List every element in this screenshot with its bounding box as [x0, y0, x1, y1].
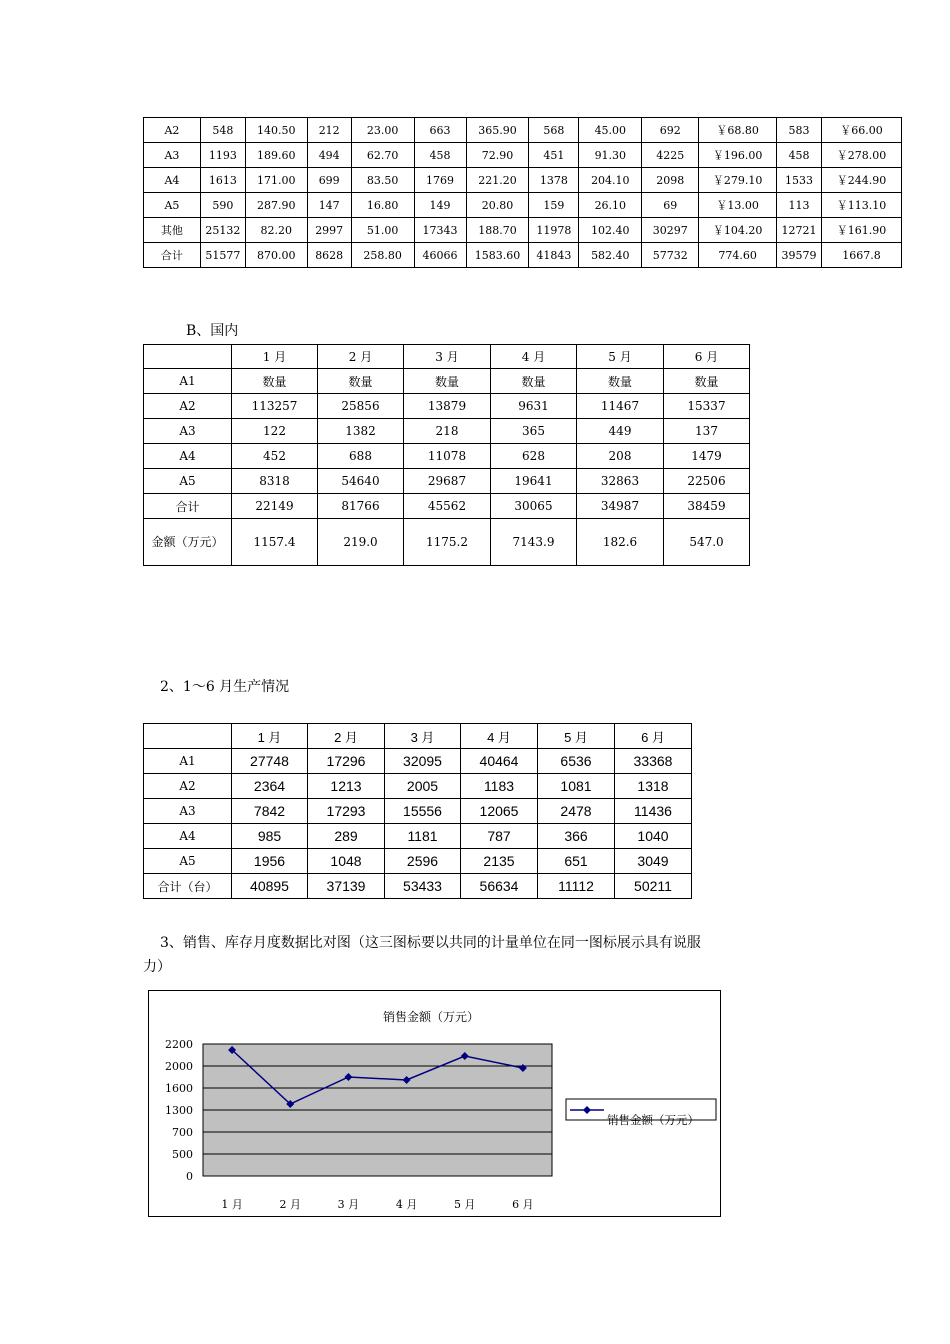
table-cell: 365 [491, 419, 577, 444]
table-cell: 189.60 [245, 143, 307, 168]
table-cell: 数量 [232, 369, 318, 394]
table-cell: 62.70 [351, 143, 414, 168]
comparison-heading-line2: 力） [143, 959, 171, 975]
table-cell: 1318 [615, 774, 692, 799]
table-cell: 11978 [529, 218, 579, 243]
table-row [144, 369, 750, 394]
table-cell: 69 [642, 193, 699, 218]
export-table-continued [143, 117, 902, 268]
table-cell: 287.90 [245, 193, 307, 218]
table-cell: 53433 [385, 874, 461, 899]
month-header: 5 月 [577, 345, 664, 369]
table-cell: 289 [308, 824, 385, 849]
table-cell: 1533 [777, 168, 822, 193]
table-cell: 82.20 [245, 218, 307, 243]
table-cell: 12065 [461, 799, 538, 824]
table-cell: 2005 [385, 774, 461, 799]
table-cell: 72.90 [466, 143, 529, 168]
table-cell: 25856 [318, 394, 404, 419]
table-cell: 7842 [232, 799, 308, 824]
table-cell: 15337 [664, 394, 750, 419]
month-header: 6 月 [615, 724, 692, 749]
table-cell: 2364 [232, 774, 308, 799]
table-cell: 51.00 [351, 218, 414, 243]
corner-cell [144, 724, 232, 749]
table-cell: 40464 [461, 749, 538, 774]
table-cell: 583 [777, 118, 822, 143]
table-cell: 1193 [200, 143, 245, 168]
table-cell: 1479 [664, 444, 750, 469]
table-cell: 1378 [529, 168, 579, 193]
table-cell: 366 [538, 824, 615, 849]
table-row [144, 218, 902, 243]
row-label: A4 [144, 168, 201, 193]
table-cell: 37139 [308, 874, 385, 899]
legend-label: 销售金额（万元） [607, 1113, 699, 1127]
table-cell: 11078 [404, 444, 491, 469]
table-cell: 458 [414, 143, 466, 168]
row-label: A3 [144, 143, 201, 168]
table-cell: 81766 [318, 494, 404, 519]
table-cell: 1769 [414, 168, 466, 193]
table-row [144, 494, 750, 519]
row-label: 合计（台） [144, 874, 232, 899]
table-cell: 147 [307, 193, 351, 218]
y-tick-label: 2000 [165, 1060, 193, 1073]
table-row [144, 168, 902, 193]
table-cell: 182.6 [577, 519, 664, 566]
table-cell: 83.50 [351, 168, 414, 193]
table-cell: 8628 [307, 243, 351, 268]
table-cell: 32863 [577, 469, 664, 494]
table-cell: 985 [232, 824, 308, 849]
y-tick-label: 700 [172, 1126, 193, 1139]
x-tick-label: 3 月 [337, 1198, 360, 1211]
y-tick-label: 1300 [165, 1104, 193, 1117]
table-cell: 数量 [404, 369, 491, 394]
table-cell: 547.0 [664, 519, 750, 566]
table-cell: 57732 [642, 243, 699, 268]
table-cell: 1081 [538, 774, 615, 799]
table-cell: 582.40 [579, 243, 642, 268]
table-cell: 4225 [642, 143, 699, 168]
table-cell: 27748 [232, 749, 308, 774]
y-tick-label: 1600 [165, 1082, 193, 1095]
table-cell: 774.60 [699, 243, 777, 268]
table-cell: 29687 [404, 469, 491, 494]
table-cell: 1667.8 [822, 243, 902, 268]
table-cell: 45562 [404, 494, 491, 519]
row-label: A1 [144, 369, 232, 394]
x-tick-label: 6 月 [512, 1198, 534, 1211]
table-cell: ￥196.00 [699, 143, 777, 168]
table-cell: 8318 [232, 469, 318, 494]
row-label: 合计 [144, 243, 201, 268]
table-row [144, 193, 902, 218]
month-header: 1 月 [232, 345, 318, 369]
table-cell: 56634 [461, 874, 538, 899]
table-row [144, 774, 692, 799]
month-header: 6 月 [664, 345, 750, 369]
table-cell: 33368 [615, 749, 692, 774]
table-cell: 568 [529, 118, 579, 143]
table-cell: 17296 [308, 749, 385, 774]
y-tick-label: 2200 [165, 1038, 193, 1051]
table-cell: 590 [200, 193, 245, 218]
month-header: 4 月 [491, 345, 577, 369]
month-header: 3 月 [385, 724, 461, 749]
table-cell: 1040 [615, 824, 692, 849]
table-cell: 6536 [538, 749, 615, 774]
table-cell: 204.10 [579, 168, 642, 193]
table-cell: 449 [577, 419, 664, 444]
row-label: A4 [144, 824, 232, 849]
table-cell: 692 [642, 118, 699, 143]
table-cell: 208 [577, 444, 664, 469]
row-label: A2 [144, 394, 232, 419]
table-cell: 1175.2 [404, 519, 491, 566]
table-cell: 22506 [664, 469, 750, 494]
month-header: 2 月 [318, 345, 404, 369]
table-cell: 54640 [318, 469, 404, 494]
table-row [144, 118, 902, 143]
table-cell: 40895 [232, 874, 308, 899]
table-cell: 13879 [404, 394, 491, 419]
table-cell: 452 [232, 444, 318, 469]
table-cell: 663 [414, 118, 466, 143]
table-row [144, 243, 902, 268]
table-cell: 3049 [615, 849, 692, 874]
table-cell: 41843 [529, 243, 579, 268]
table-cell: 870.00 [245, 243, 307, 268]
table-cell: 787 [461, 824, 538, 849]
table-cell: 11467 [577, 394, 664, 419]
comparison-heading-line1: 3、销售、库存月度数据比对图（这三图标要以共同的计量单位在同一图标展示具有说服 [160, 935, 701, 951]
table-cell: ￥66.00 [822, 118, 902, 143]
table-cell: 212 [307, 118, 351, 143]
table-cell: 19641 [491, 469, 577, 494]
table-cell: 149 [414, 193, 466, 218]
table-cell: 30297 [642, 218, 699, 243]
table-cell: 38459 [664, 494, 750, 519]
table-row [144, 874, 692, 899]
y-tick-label: 0 [186, 1170, 193, 1183]
table-cell: 651 [538, 849, 615, 874]
table-cell: 159 [529, 193, 579, 218]
table-cell: 2478 [538, 799, 615, 824]
table-cell: 7143.9 [491, 519, 577, 566]
table-cell: ￥161.90 [822, 218, 902, 243]
table-cell: ￥244.90 [822, 168, 902, 193]
table-cell: 688 [318, 444, 404, 469]
table-cell: 11436 [615, 799, 692, 824]
table-cell: 25132 [200, 218, 245, 243]
table-cell: ￥104.20 [699, 218, 777, 243]
sales-amount-chart [148, 990, 721, 1217]
table-header-row [144, 345, 750, 369]
domestic-sales-table [143, 344, 750, 566]
table-cell: ￥113.10 [822, 193, 902, 218]
chart-title: 销售金额（万元） [382, 1010, 480, 1024]
table-cell: 32095 [385, 749, 461, 774]
table-cell: 1048 [308, 849, 385, 874]
table-cell: 699 [307, 168, 351, 193]
month-header: 5 月 [538, 724, 615, 749]
row-label: A5 [144, 193, 201, 218]
table-cell: 122 [232, 419, 318, 444]
table-cell: 1583.60 [466, 243, 529, 268]
table-cell: 219.0 [318, 519, 404, 566]
table-row [144, 444, 750, 469]
month-header: 1 月 [232, 724, 308, 749]
table-cell: 45.00 [579, 118, 642, 143]
table-cell: 16.80 [351, 193, 414, 218]
row-label: A5 [144, 469, 232, 494]
table-cell: 22149 [232, 494, 318, 519]
table-row [144, 419, 750, 444]
table-cell: ￥279.10 [699, 168, 777, 193]
table-cell: 1213 [308, 774, 385, 799]
table-cell: 494 [307, 143, 351, 168]
row-label: A5 [144, 849, 232, 874]
table-cell: 258.80 [351, 243, 414, 268]
table-cell: 451 [529, 143, 579, 168]
table-row [144, 824, 692, 849]
table-row [144, 394, 750, 419]
row-label: 合计 [144, 494, 232, 519]
table-cell: 30065 [491, 494, 577, 519]
table-cell: 数量 [577, 369, 664, 394]
table-cell: 188.70 [466, 218, 529, 243]
table-cell: 11112 [538, 874, 615, 899]
y-tick-label: 500 [172, 1148, 193, 1161]
row-label: A2 [144, 774, 232, 799]
row-label: 金额（万元） [144, 519, 232, 566]
table-cell: 171.00 [245, 168, 307, 193]
corner-cell [144, 345, 232, 369]
table-row [144, 849, 692, 874]
table-cell: 数量 [664, 369, 750, 394]
table-cell: 113257 [232, 394, 318, 419]
table-cell: 23.00 [351, 118, 414, 143]
table-cell: 2596 [385, 849, 461, 874]
table-cell: 26.10 [579, 193, 642, 218]
table-cell: ￥68.80 [699, 118, 777, 143]
table-cell: 218 [404, 419, 491, 444]
table-cell: 1613 [200, 168, 245, 193]
table-cell: 2098 [642, 168, 699, 193]
table-cell: 140.50 [245, 118, 307, 143]
row-label: A4 [144, 444, 232, 469]
row-label: A1 [144, 749, 232, 774]
table-cell: 1181 [385, 824, 461, 849]
table-cell: 91.30 [579, 143, 642, 168]
row-label: A2 [144, 118, 201, 143]
table-cell: 数量 [491, 369, 577, 394]
table-cell: 20.80 [466, 193, 529, 218]
month-header: 3 月 [404, 345, 491, 369]
table-cell: 17293 [308, 799, 385, 824]
table-row [144, 469, 750, 494]
production-heading: 2、1～6 月生产情况 [160, 679, 290, 695]
table-cell: 1382 [318, 419, 404, 444]
month-header: 4 月 [461, 724, 538, 749]
table-cell: 数量 [318, 369, 404, 394]
table-cell: 365.90 [466, 118, 529, 143]
table-cell: 1956 [232, 849, 308, 874]
table-cell: 1157.4 [232, 519, 318, 566]
table-cell: ￥278.00 [822, 143, 902, 168]
table-header-row [144, 724, 692, 749]
table-row [144, 749, 692, 774]
table-cell: 34987 [577, 494, 664, 519]
row-label: A3 [144, 799, 232, 824]
table-cell: 51577 [200, 243, 245, 268]
table-cell: 2135 [461, 849, 538, 874]
table-cell: 9631 [491, 394, 577, 419]
table-cell: 39579 [777, 243, 822, 268]
table-cell: 1183 [461, 774, 538, 799]
section-b-heading: B、国内 [186, 323, 239, 339]
x-tick-label: 4 月 [395, 1198, 418, 1211]
table-cell: 221.20 [466, 168, 529, 193]
x-tick-label: 1 月 [221, 1198, 243, 1211]
table-cell: ￥13.00 [699, 193, 777, 218]
table-cell: 12721 [777, 218, 822, 243]
table-cell: 17343 [414, 218, 466, 243]
x-tick-label: 5 月 [454, 1198, 476, 1211]
table-cell: 113 [777, 193, 822, 218]
production-table [143, 723, 692, 899]
table-cell: 458 [777, 143, 822, 168]
x-tick-label: 2 月 [279, 1198, 301, 1211]
table-cell: 46066 [414, 243, 466, 268]
table-row [144, 799, 692, 824]
table-cell: 137 [664, 419, 750, 444]
table-cell: 2997 [307, 218, 351, 243]
amount-row [144, 519, 750, 566]
table-cell: 628 [491, 444, 577, 469]
table-cell: 50211 [615, 874, 692, 899]
row-label: A3 [144, 419, 232, 444]
row-label: 其他 [144, 218, 201, 243]
table-cell: 102.40 [579, 218, 642, 243]
month-header: 2 月 [308, 724, 385, 749]
table-cell: 15556 [385, 799, 461, 824]
table-cell: 548 [200, 118, 245, 143]
table-row [144, 143, 902, 168]
